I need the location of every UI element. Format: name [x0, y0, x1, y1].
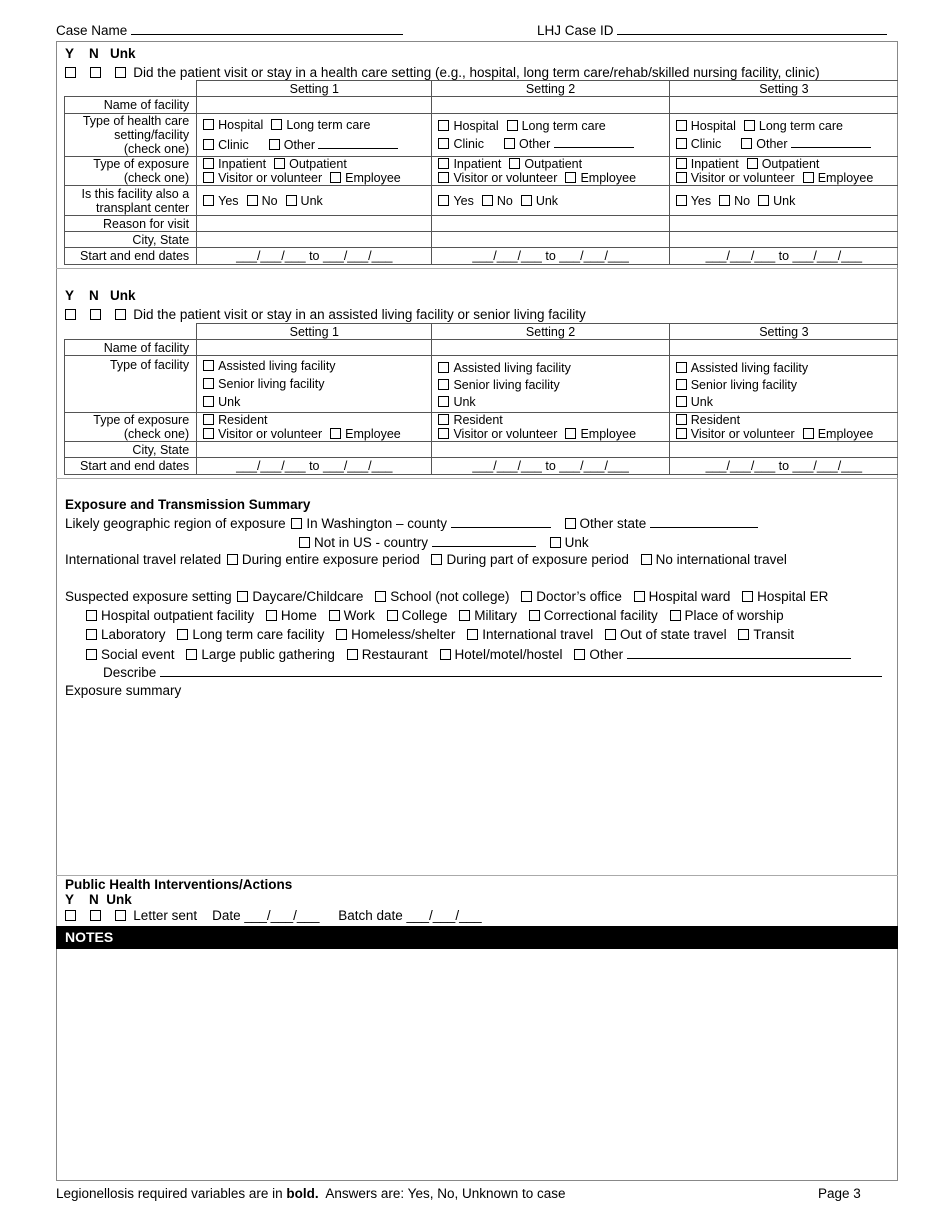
assisted-type-label: Type of facility — [65, 356, 197, 413]
setting-doctor-checkbox[interactable] — [521, 591, 532, 602]
hospital-checkbox-3[interactable] — [676, 120, 687, 131]
reason-field-1[interactable] — [197, 216, 432, 232]
y-header: Y — [65, 46, 75, 61]
assisted-dates-field-3[interactable]: ___/___/___ to ___/___/___ — [669, 458, 898, 475]
assisted-no-checkbox[interactable] — [90, 309, 101, 320]
region-label: Likely geographic region of exposure — [65, 516, 286, 531]
setting-1-header: Setting 1 — [197, 81, 432, 97]
setting-restaurant-checkbox[interactable] — [347, 649, 358, 660]
hospital-checkbox-1[interactable] — [203, 119, 214, 130]
section-divider-2 — [56, 478, 898, 479]
setting-correctional-checkbox[interactable] — [529, 610, 540, 621]
intl-entire-checkbox[interactable] — [227, 554, 238, 565]
setting-intl-travel-checkbox[interactable] — [467, 629, 478, 640]
assisted-employee-checkbox-1[interactable] — [330, 428, 341, 439]
facility-name-field-3[interactable] — [669, 97, 898, 114]
region-unk-checkbox[interactable] — [550, 537, 561, 548]
healthcare-unk-checkbox[interactable] — [115, 67, 126, 78]
inpatient-checkbox-2[interactable] — [438, 158, 449, 169]
senior-living-checkbox-3[interactable] — [676, 379, 687, 390]
facility-name-field-2[interactable] — [432, 97, 669, 114]
dates-label: Start and end dates — [65, 248, 197, 265]
dates-field-3[interactable]: ___/___/___ to ___/___/___ — [669, 248, 898, 265]
assisted-dates-field-1[interactable]: ___/___/___ to ___/___/___ — [197, 458, 432, 475]
other-checkbox-1[interactable] — [269, 139, 280, 150]
assisted-city-field-2[interactable] — [432, 442, 669, 458]
assisted-unk-checkbox-2[interactable] — [438, 396, 449, 407]
letter-date-field[interactable]: Date ___/___/___ — [212, 908, 320, 923]
assisted-living-checkbox-2[interactable] — [438, 362, 449, 373]
ltc-checkbox-1[interactable] — [271, 119, 282, 130]
assisted-dates-field-2[interactable]: ___/___/___ to ___/___/___ — [432, 458, 669, 475]
yn-header-1 — [65, 46, 136, 61]
type-of-exposure-label: Type of exposure (check one) — [65, 157, 197, 186]
case-name-field[interactable] — [131, 22, 403, 35]
section-divider-3 — [56, 875, 898, 876]
setting-transit-checkbox[interactable] — [738, 629, 749, 640]
resident-checkbox-2[interactable] — [438, 414, 449, 425]
assisted-unk-checkbox[interactable] — [115, 309, 126, 320]
employee-checkbox-2[interactable] — [565, 172, 576, 183]
assisted-unk-checkbox-3[interactable] — [676, 396, 687, 407]
setting-other-checkbox[interactable] — [574, 649, 585, 660]
lhj-case-id-field[interactable] — [617, 22, 887, 35]
setting-other-field[interactable] — [627, 646, 851, 659]
setting-school-checkbox[interactable] — [375, 591, 386, 602]
section-divider-1 — [56, 268, 898, 269]
exposure-title: Exposure and Transmission Summary — [65, 497, 311, 512]
assisted-dates-label: Start and end dates — [65, 458, 197, 475]
visitor-checkbox-3[interactable] — [676, 172, 687, 183]
city-field-2[interactable] — [432, 232, 669, 248]
assisted-living-checkbox-1[interactable] — [203, 360, 214, 371]
assisted-exposure-setting-1: Resident Visitor or volunteer Employee — [197, 413, 432, 442]
assisted-setting-3-header: Setting 3 — [669, 324, 898, 340]
unk-header: Unk — [110, 46, 136, 61]
reason-field-3[interactable] — [669, 216, 898, 232]
facility-name-field-1[interactable] — [197, 97, 432, 114]
setting-work-checkbox[interactable] — [329, 610, 340, 621]
setting-college-checkbox[interactable] — [387, 610, 398, 621]
visitor-checkbox-2[interactable] — [438, 172, 449, 183]
visitor-checkbox-1[interactable] — [203, 172, 214, 183]
case-name-row — [56, 22, 403, 38]
transplant-yes-2[interactable] — [438, 195, 449, 206]
exposure-setting-1: Inpatient Outpatient Visitor or volunteer Employee — [197, 157, 432, 186]
assisted-name-field-1[interactable] — [197, 340, 432, 356]
suspected-setting-row-1: Suspected exposure setting Daycare/Childcare School (not college) Doctor’s office Hospital ward Hospital ER — [65, 589, 829, 604]
in-wa-checkbox[interactable] — [291, 518, 302, 529]
exposure-setting-2: Inpatient Outpatient Visitor or volunteer Employee — [432, 157, 669, 186]
letter-sent-row — [65, 908, 482, 923]
reason-label: Reason for visit — [65, 216, 197, 232]
assisted-question: Did the patient visit or stay in an assisted living facility or senior living facility — [133, 307, 586, 322]
city-row — [65, 232, 899, 248]
setting-hospital-ward-checkbox[interactable] — [634, 591, 645, 602]
not-us-checkbox[interactable] — [299, 537, 310, 548]
footer-note: Legionellosis required variables are in bold. Answers are: Yes, No, Unknown to case — [56, 1186, 566, 1201]
transplant-row — [65, 186, 899, 216]
healthcare-no-checkbox[interactable] — [90, 67, 101, 78]
transplant-unk-3[interactable] — [758, 195, 769, 206]
outpatient-checkbox-2[interactable] — [509, 158, 520, 169]
suspected-setting-row-2: Hospital outpatient facility Home Work College Military Correctional facility Place of worship — [86, 608, 784, 623]
ltc-checkbox-2[interactable] — [507, 120, 518, 131]
assisted-name-field-3[interactable] — [669, 340, 898, 356]
page-number: Page 3 — [818, 1186, 861, 1201]
type-of-care-setting-3: Hospital Long term care Clinic Other — [669, 114, 898, 157]
facility-name-row — [65, 97, 899, 114]
healthcare-yes-checkbox[interactable] — [65, 67, 76, 78]
transplant-setting-2: Yes No Unk — [432, 186, 669, 216]
assisted-setting-2-header: Setting 2 — [432, 324, 669, 340]
transplant-label: Is this facility also a transplant center — [65, 186, 197, 216]
healthcare-question-row — [65, 65, 820, 80]
setting-hospital-outpatient-checkbox[interactable] — [86, 610, 97, 621]
transplant-setting-3: Yes No Unk — [669, 186, 898, 216]
assisted-exposure-label: Type of exposure (check one) — [65, 413, 197, 442]
inpatient-checkbox-1[interactable] — [203, 158, 214, 169]
intl-travel-row: International travel related During entire exposure period During part of exposure period No international travel — [65, 552, 787, 567]
clinic-checkbox-2[interactable] — [438, 138, 449, 149]
resident-checkbox-1[interactable] — [203, 414, 214, 425]
assisted-visitor-checkbox-1[interactable] — [203, 428, 214, 439]
county-field[interactable] — [451, 515, 551, 528]
region-row-2: Not in US - country Unk — [299, 534, 589, 550]
notes-field[interactable] — [60, 952, 894, 1177]
assisted-visitor-checkbox-2[interactable] — [438, 428, 449, 439]
assisted-exposure-setting-2: Resident Visitor or volunteer Employee — [432, 413, 669, 442]
hospital-checkbox-2[interactable] — [438, 120, 449, 131]
setting-gathering-checkbox[interactable] — [186, 649, 197, 660]
batch-date-field[interactable]: Batch date ___/___/___ — [338, 908, 482, 923]
intl-label: International travel related — [65, 552, 222, 567]
yn-header-3: Y N Unk — [65, 892, 132, 907]
assisted-dates-row — [65, 458, 899, 475]
city-field-3[interactable] — [669, 232, 898, 248]
transplant-no-3[interactable] — [719, 195, 730, 206]
city-field-1[interactable] — [197, 232, 432, 248]
facility-name-label: Name of facility — [65, 97, 197, 114]
region-row: Likely geographic region of exposure In Washington – county Other state — [65, 515, 758, 531]
setting-daycare-checkbox[interactable] — [237, 591, 248, 602]
lhj-case-id-label: LHJ Case ID — [537, 23, 614, 38]
assisted-type-setting-3: Assisted living facility Senior living facility Unk — [669, 356, 898, 413]
interventions-title: Public Health Interventions/Actions — [65, 877, 293, 892]
letter-unk-checkbox[interactable] — [115, 910, 126, 921]
setting-homeless-checkbox[interactable] — [336, 629, 347, 640]
type-of-care-row — [65, 114, 899, 157]
setting-social-checkbox[interactable] — [86, 649, 97, 660]
city-label: City, State — [65, 232, 197, 248]
setting-2-header: Setting 2 — [432, 81, 669, 97]
setting-hospital-er-checkbox[interactable] — [742, 591, 753, 602]
assisted-name-field-2[interactable] — [432, 340, 669, 356]
describe-label: Describe — [103, 665, 157, 680]
exposure-summary-field[interactable] — [64, 700, 890, 872]
dates-field-2[interactable]: ___/___/___ to ___/___/___ — [432, 248, 669, 265]
transplant-yes-1[interactable] — [203, 195, 214, 206]
suspected-setting-label: Suspected exposure setting — [65, 589, 232, 604]
assisted-table — [64, 323, 898, 475]
transplant-yes-3[interactable] — [676, 195, 687, 206]
other-state-checkbox[interactable] — [565, 518, 576, 529]
letter-yes-checkbox[interactable] — [65, 910, 76, 921]
exposure-summary-label: Exposure summary — [65, 683, 182, 698]
assisted-name-label: Name of facility — [65, 340, 197, 356]
dates-field-1[interactable]: ___/___/___ to ___/___/___ — [197, 248, 432, 265]
assisted-type-setting-1: Assisted living facility Senior living facility Unk — [197, 356, 432, 413]
transplant-no-2[interactable] — [482, 195, 493, 206]
assisted-type-setting-2: Assisted living facility Senior living facility Unk — [432, 356, 669, 413]
employee-checkbox-3[interactable] — [803, 172, 814, 183]
assisted-city-row — [65, 442, 899, 458]
suspected-setting-row-3: Laboratory Long term care facility Homeless/shelter International travel Out of state travel Transit — [86, 627, 794, 642]
transplant-no-1[interactable] — [247, 195, 258, 206]
transplant-unk-1[interactable] — [286, 195, 297, 206]
other-checkbox-3[interactable] — [741, 138, 752, 149]
letter-no-checkbox[interactable] — [90, 910, 101, 921]
lhj-case-id-row — [537, 22, 887, 38]
n-header: N — [89, 46, 99, 61]
assisted-employee-checkbox-3[interactable] — [803, 428, 814, 439]
dates-row — [65, 248, 899, 265]
healthcare-table — [64, 80, 898, 265]
setting-military-checkbox[interactable] — [459, 610, 470, 621]
describe-field[interactable] — [160, 664, 882, 677]
assisted-exposure-row — [65, 413, 899, 442]
reason-field-2[interactable] — [432, 216, 669, 232]
inpatient-checkbox-3[interactable] — [676, 158, 687, 169]
reason-row — [65, 216, 899, 232]
assisted-exposure-setting-3: Resident Visitor or volunteer Employee — [669, 413, 898, 442]
setting-out-of-state-checkbox[interactable] — [605, 629, 616, 640]
notes-header: NOTES — [56, 926, 898, 949]
assisted-city-field-3[interactable] — [669, 442, 898, 458]
suspected-setting-row-4: Social event Large public gathering Restaurant Hotel/motel/hostel Other — [86, 646, 851, 662]
assisted-visitor-checkbox-3[interactable] — [676, 428, 687, 439]
assisted-employee-checkbox-2[interactable] — [565, 428, 576, 439]
assisted-setting-1-header: Setting 1 — [197, 324, 432, 340]
country-field[interactable] — [432, 534, 536, 547]
employee-checkbox-1[interactable] — [330, 172, 341, 183]
type-of-care-setting-1: Hospital Long term care Clinic Other — [197, 114, 432, 157]
assisted-name-row — [65, 340, 899, 356]
case-name-label: Case Name — [56, 23, 128, 38]
assisted-type-row — [65, 356, 899, 413]
setting-laboratory-checkbox[interactable] — [86, 629, 97, 640]
describe-row — [103, 664, 882, 680]
other-state-field[interactable] — [650, 515, 758, 528]
clinic-checkbox-1[interactable] — [203, 139, 214, 150]
healthcare-question: Did the patient visit or stay in a health care setting (e.g., hospital, long term care/rehab/skilled nursing facility, clinic) — [133, 65, 820, 80]
yn-header-2: Y N Unk — [65, 288, 136, 303]
resident-checkbox-3[interactable] — [676, 414, 687, 425]
type-of-exposure-row — [65, 157, 899, 186]
clinic-checkbox-3[interactable] — [676, 138, 687, 149]
transplant-setting-1: Yes No Unk — [197, 186, 432, 216]
intl-none-checkbox[interactable] — [641, 554, 652, 565]
senior-living-checkbox-2[interactable] — [438, 379, 449, 390]
assisted-city-field-1[interactable] — [197, 442, 432, 458]
other-checkbox-2[interactable] — [504, 138, 515, 149]
senior-living-checkbox-1[interactable] — [203, 378, 214, 389]
outpatient-checkbox-3[interactable] — [747, 158, 758, 169]
assisted-unk-checkbox-1[interactable] — [203, 396, 214, 407]
type-of-care-label: Type of health care setting/facility (check one) — [65, 114, 197, 157]
transplant-unk-2[interactable] — [521, 195, 532, 206]
setting-worship-checkbox[interactable] — [670, 610, 681, 621]
assisted-question-row — [65, 307, 586, 322]
intl-part-checkbox[interactable] — [431, 554, 442, 565]
assisted-yes-checkbox[interactable] — [65, 309, 76, 320]
setting-home-checkbox[interactable] — [266, 610, 277, 621]
letter-sent-label: Letter sent — [133, 908, 198, 923]
setting-3-header: Setting 3 — [669, 81, 898, 97]
ltc-checkbox-3[interactable] — [744, 120, 755, 131]
assisted-city-label: City, State — [65, 442, 197, 458]
type-of-care-setting-2: Hospital Long term care Clinic Other — [432, 114, 669, 157]
assisted-living-checkbox-3[interactable] — [676, 362, 687, 373]
exposure-setting-3: Inpatient Outpatient Visitor or volunteer Employee — [669, 157, 898, 186]
setting-ltc-checkbox[interactable] — [177, 629, 188, 640]
outpatient-checkbox-1[interactable] — [274, 158, 285, 169]
setting-hotel-checkbox[interactable] — [440, 649, 451, 660]
